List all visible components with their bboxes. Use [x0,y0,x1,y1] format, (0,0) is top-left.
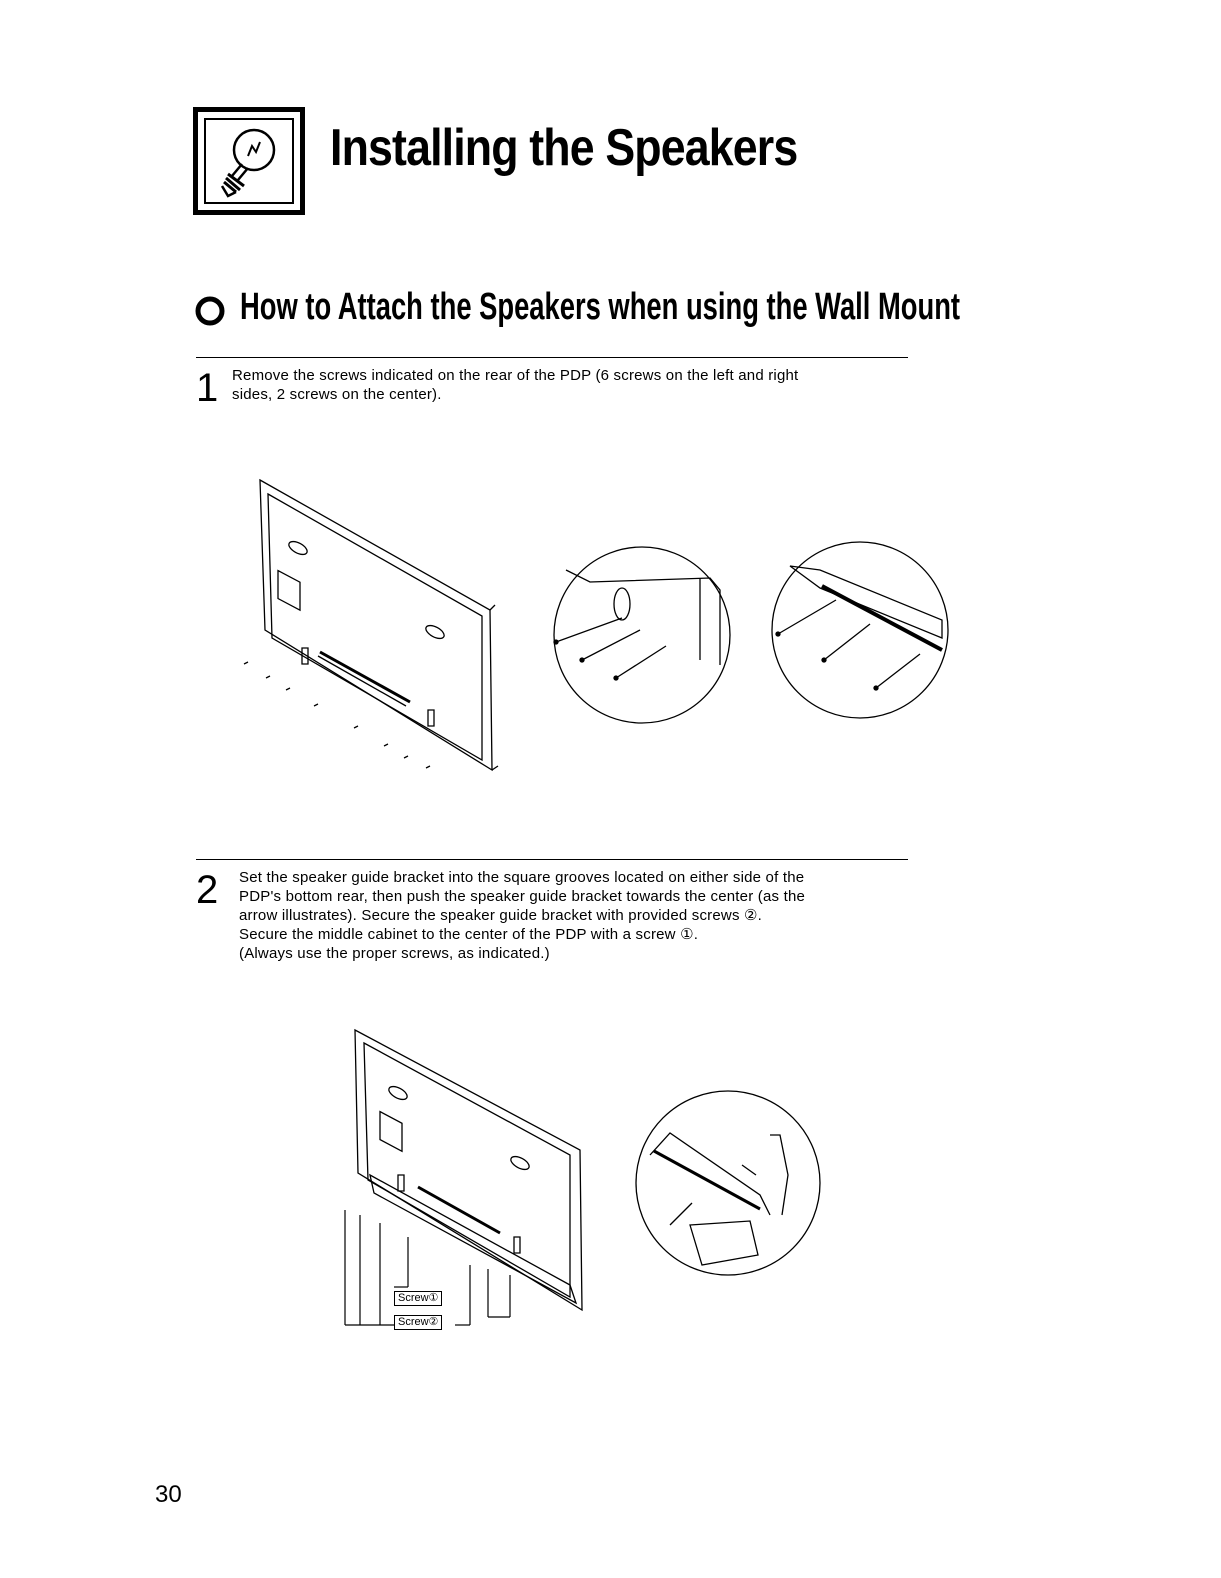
circle-bullet-icon [195,296,225,326]
step-2-line: Set the speaker guide bracket into the square grooves located on either side of the [239,869,805,886]
step-1-line: sides, 2 screws on the center). [232,386,442,403]
lightbulb-icon [202,116,296,206]
pdp-rear-panel-drawing [260,480,498,770]
lightbulb-icon-box [193,107,305,215]
step-1-divider [196,357,908,358]
step-1-number: 1 [196,366,219,410]
page-number: 30 [155,1481,182,1508]
step-2-line: Secure the middle cabinet to the center of the PDP with a screw ①. [239,926,699,943]
step-2-number: 2 [196,868,219,912]
page-title: Installing the Speakers [330,119,798,177]
step-1-text [232,366,798,404]
callout-lines [345,1210,510,1325]
detail-circle-right [772,542,948,718]
step-2-line: arrow illustrates). Secure the speaker guide bracket with provided screws ②. [239,907,763,924]
screw-1-label: Screw① [394,1291,442,1306]
step-1-line: Remove the screws indicated on the rear of the PDP (6 screws on the left and right [232,367,799,384]
section-title: How to Attach the Speakers when using the Wall Mount [240,286,961,328]
step-2-line: PDP's bottom rear, then push the speaker guide bracket towards the center (as the [239,888,806,905]
pdp-rear-screws-figure [230,470,960,790]
detail-circle-bracket [636,1091,820,1275]
detail-circle-left [554,547,730,723]
pdp-rear-with-bracket-drawing [355,1030,582,1310]
step-2-line: (Always use the proper screws, as indicated.) [239,945,550,962]
step-2-divider [196,859,908,860]
step-2-text [239,868,805,963]
speaker-bracket-figure [330,1025,830,1335]
screw-2-label: Screw② [394,1315,442,1330]
